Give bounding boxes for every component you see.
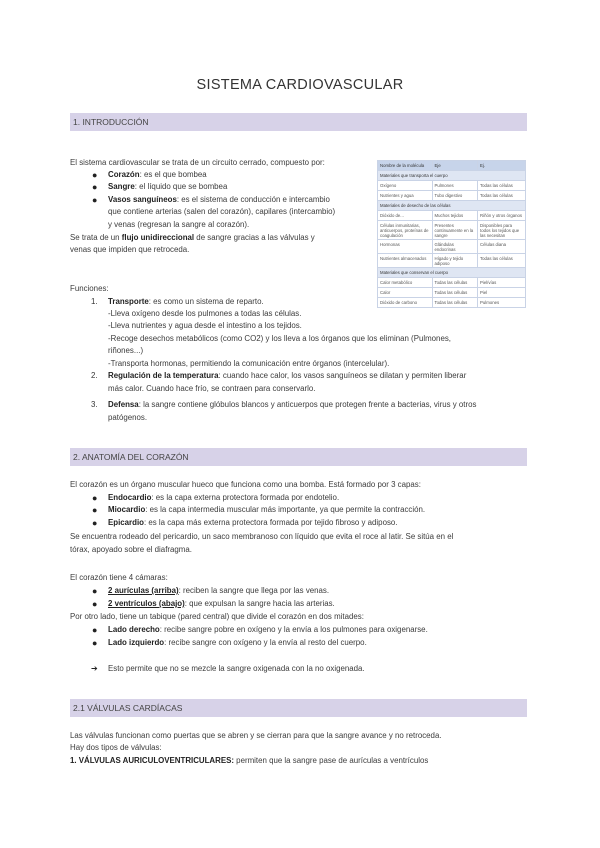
pericardio-paragraph: Se encuentra rodeado del pericardio, un saco membranoso con líquido que evita el roce al latir. Se sitúa en el [70,532,454,541]
pericardio-paragraph-line2: tórax, apoyado sobre el diafragma. [70,545,192,554]
table-cell: Presentes continuamente en la sangre [432,221,478,240]
function-line: -Recoge desechos metabólicos (como CO2) y los lleva a los órganos que los eliminan (Pulmones, [108,334,451,343]
table-section-row: Materiales que transporta el cuerpo [378,171,526,181]
anatomy-paragraph: El corazón es un órgano muscular hueco que funciona como una bomba. Está formado por 3 capas: [70,480,421,489]
table-cell: Calor metabólico [378,278,433,288]
bullet-icon: ● [92,638,98,648]
table-cell: Riñón y otros órganos [478,211,526,221]
bullet-vasos-line3: y venas (regresan la sangre al corazón). [108,220,250,229]
transport-table [377,160,526,308]
list-number: 1. [91,297,98,306]
table-cell: Hormonas [378,240,433,254]
table-cell: Todas las células [478,181,526,191]
function-line: -Lleva oxígeno desde los pulmones a todas las células. [108,309,302,318]
valves-types: Hay dos tipos de válvulas: [70,743,162,752]
chambers-paragraph: El corazón tiene 4 cámaras: [70,573,168,582]
bullet-vasos: Vasos sanguíneos: es el sistema de conducción e intercambio [108,195,330,204]
bullet-corazon: Corazón: es el que bombea [108,170,207,179]
arrow-note: Esto permite que no se mezcle la sangre oxigenada con la no oxigenada. [108,664,365,673]
bullet-icon: ● [92,195,98,205]
section-heading-valvulas: 2.1 VÁLVULAS CARDÍACAS [70,699,527,717]
table-cell: Disponibles para todos los tejidos que las necesitan [478,221,526,240]
bullet-icon: ● [92,182,98,192]
bullet-icon: ● [92,599,98,609]
table-cell: Pulmones [478,298,526,308]
table-cell: Todas las células [432,278,478,288]
list-number: 2. [91,371,98,380]
table-cell: Células inmunitarias, anticuerpos, proteínas de coagulación [378,221,433,240]
bullet-auriculas: 2 aurículas (arriba): reciben la sangre que llega por las venas. [108,586,330,595]
function-transporte: Transporte: es como un sistema de reparto. [108,297,264,306]
bullet-icon: ● [92,170,98,180]
table-cell: Pulmones [432,181,478,191]
table-cell: Calor [378,288,433,298]
bullet-icon: ● [92,518,98,528]
valve-type-auriculoventricular: 1. VÁLVULAS AURICULOVENTRICULARES: permiten que la sangre pase de aurículas a ventrículos [70,756,429,765]
bullet-lado-derecho: Lado derecho: recibe sangre pobre en oxígeno y la envía a los pulmones para oxigenarse. [108,625,428,634]
table-header-cell: Nombre de la molécula [378,161,433,171]
intro-paragraph: El sistema cardiovascular se trata de un circuito cerrado, compuesto por: [70,158,325,167]
table-cell: Glándulas endocrinas [432,240,478,254]
bullet-icon: ● [92,586,98,596]
bullet-sangre: Sangre: el líquido que se bombea [108,182,228,191]
function-temperatura: Regulación de la temperatura: cuando hace calor, los vasos sanguíneos se dilatan y permiten liberar [108,371,467,380]
table-cell: Dióxido de carbono [378,298,433,308]
bullet-icon: ● [92,505,98,515]
page-title: SISTEMA CARDIOVASCULAR [196,77,404,93]
table-cell: Dióxido de... [378,211,433,221]
arrow-right-icon: ➔ [91,664,98,673]
table-cell: Piel [478,288,526,298]
table-header-cell: Eje [432,161,478,171]
function-line: patógenos. [108,413,148,422]
table-cell: Nutrientes y agua [378,191,433,201]
table-cell: Piel/vías [478,278,526,288]
bullet-miocardio: Miocardio: es la capa intermedia muscular más importante, ya que permite la contracción. [108,505,426,514]
table-cell: Tubo digestivo [432,191,478,201]
flow-paragraph: Se trata de un flujo unidireccional de sangre gracias a las válvulas y [70,233,315,242]
list-number: 3. [91,400,98,409]
table-cell: Nutrientes almacenados [378,254,433,268]
flow-paragraph-line2: venas que impiden que retroceda. [70,245,190,254]
function-line: -Transporta hormonas, permitiendo la comunicación entre órganos (intercelular). [108,359,390,368]
bullet-ventriculos: 2 ventrículos (abajo): que expulsan la sangre hacia las arterias. [108,599,335,608]
table-cell: Hígado y tejido adiposo [432,254,478,268]
table-cell: Oxígeno [378,181,433,191]
bullet-epicardio: Epicardio: es la capa más externa protectora formada por tejido fibroso y adiposo. [108,518,398,527]
function-line: más calor. Cuando hace frío, se contraen para conservarlo. [108,384,316,393]
functions-label: Funciones: [70,284,109,293]
section-heading-anatomia: 2. ANATOMÍA DEL CORAZÓN [70,448,527,466]
bullet-icon: ● [92,493,98,503]
table-cell: Todas las células [432,298,478,308]
table-cell: Muchos tejidos [432,211,478,221]
septum-paragraph: Por otro lado, tiene un tabique (pared central) que divide el corazón en dos mitades: [70,612,364,621]
table-cell: Todas las células [478,254,526,268]
table-header-cell: Ej. [478,161,526,171]
table-cell: Todas las células [432,288,478,298]
section-heading-introduccion: 1. INTRODUCCIÓN [70,113,527,131]
table-section-row: Materiales de desecho de las células [378,201,526,211]
bullet-vasos-line2: que contiene arterias (salen del corazón), capilares (intercambio) [108,207,336,216]
bullet-lado-izquierdo: Lado izquierdo: recibe sangre con oxígeno y la envía al resto del cuerpo. [108,638,367,647]
table-cell: Células diana [478,240,526,254]
table-section-row: Materiales que conservan el cuerpo [378,268,526,278]
function-line: -Lleva nutrientes y agua desde el intestino a los tejidos. [108,321,302,330]
valves-paragraph: Las válvulas funcionan como puertas que se abren y se cierran para que la sangre avance y no retroceda. [70,731,442,740]
function-line: riñones...) [108,346,144,355]
table-cell: Todas las células [478,191,526,201]
bullet-endocardio: Endocardio: es la capa externa protectora formada por endotelio. [108,493,340,502]
bullet-icon: ● [92,625,98,635]
function-defensa: Defensa: la sangre contiene glóbulos blancos y anticuerpos que protegen frente a bacterias, virus y otros [108,400,477,409]
